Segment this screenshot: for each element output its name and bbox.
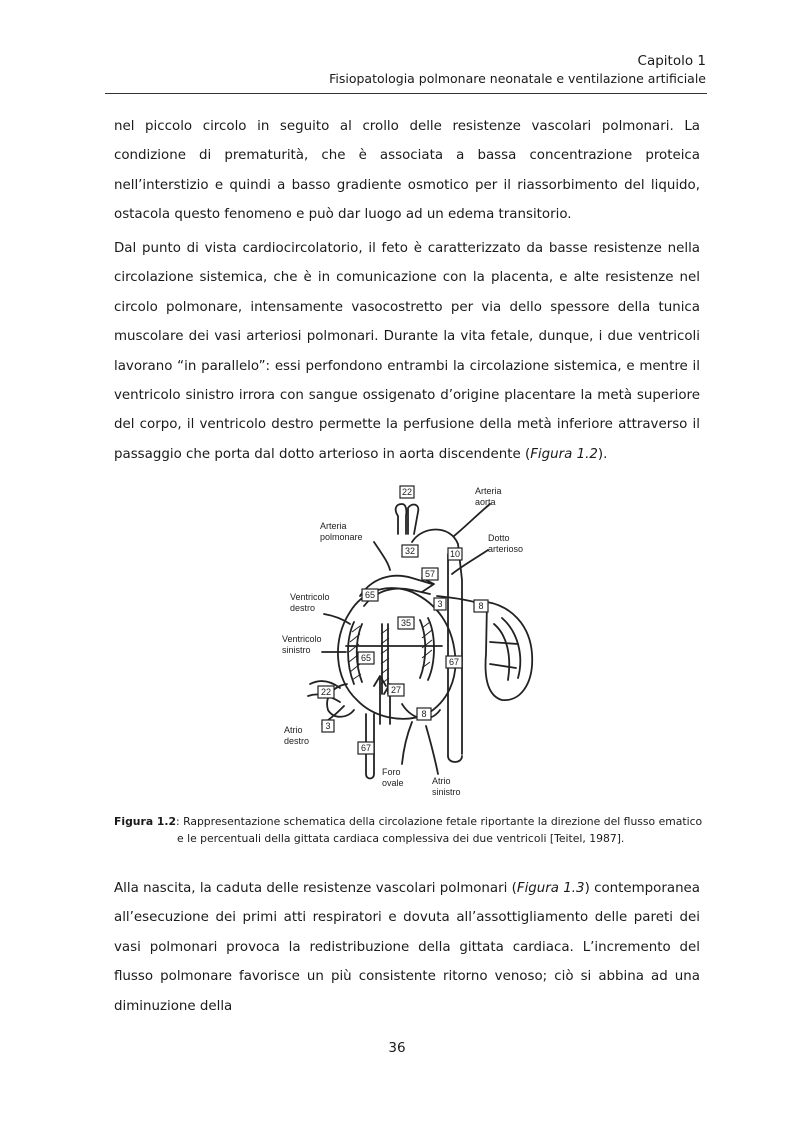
paragraph-1: nel piccolo circolo in seguito al crollo delle resistenze vascolari polmonari. La condizione di prematurità, che è associata a bassa concentrazione proteica nell’interstizio e quindi a basso gradiente osmotico per il riassorbimento del liquido, ostacola questo fenomeno e può dar luogo ad un edema transitorio. (114, 119, 700, 223)
value-3-right: 3 (437, 599, 443, 609)
label-atrio-destro-1: Atrio (284, 725, 303, 735)
value-10: 10 (449, 549, 461, 559)
value-65-top: 65 (364, 590, 376, 600)
paragraph-2-end: ). (597, 446, 608, 462)
label-dotto-1: Dotto (488, 533, 510, 543)
superior-vessels (396, 504, 407, 534)
value-27: 27 (390, 685, 402, 695)
paragraph-3 (114, 874, 700, 1021)
label-atrio-sinistro-1: Atrio (432, 776, 451, 786)
label-foro-ovale-2: ovale (382, 778, 404, 788)
figure-caption (114, 813, 704, 847)
paragraph-3-text: ) contemporanea all’esecuzione dei primi atti respiratori e dovuta all’assottigliamento delle pareti dei vasi polmonari provoca la redistribuzione della gittata cardiaca. L’incremento del flusso polmonare favorisce un più consistente ritorno venoso; ciò si abbina ad una diminuzione della (114, 881, 700, 1014)
paragraph-3-start: Alla nascita, la caduta delle resistenze vascolari polmonari ( (114, 881, 517, 896)
label-arteria-aorta-1: Arteria (475, 486, 502, 496)
value-32: 32 (404, 546, 416, 556)
caption-line-2: e le percentuali della gittata cardiaca complessiva dei due ventricoli [Teitel, 1987]. (177, 832, 625, 845)
label-arteria-aorta-2: aorta (475, 497, 496, 507)
label-foro-ovale-1: Foro (382, 767, 401, 777)
caption-label: Figura 1.2 (114, 815, 176, 828)
label-atrio-destro-2: destro (284, 736, 310, 746)
value-57: 57 (424, 569, 436, 579)
fetal-circulation-figure (262, 474, 537, 806)
label-ventricolo-sinistro-2: sinistro (282, 645, 311, 655)
paragraph-2 (114, 234, 700, 469)
label-dotto-2: arterioso (488, 544, 524, 554)
value-67-right: 67 (448, 657, 460, 667)
label-arteria-polmonare-2: polmonare (320, 532, 363, 542)
value-67-bottom: 67 (360, 743, 372, 753)
value-8-right: 8 (478, 601, 484, 611)
label-ventricolo-destro-2: destro (290, 603, 316, 613)
label-ventricolo-sinistro-1: Ventricolo (282, 634, 322, 644)
paragraph-2-text: Dal punto di vista cardiocircolatorio, il feto è caratterizzato da basse resistenze nella circolazione sistemica, che è in comunicazione con la placenta, e alte resistenze nel circolo polmonare, intensamente vasocostretto per via dello spessore della tunica muscolare dei vasi arteriosi polmonari. Durante la vita fetale, dunque, i due ventricoli lavorano “in parallelo”: essi perfondono entrambi la circolazione sistemica, e mentre il ventricolo sinistro irrora con sangue ossigenato d’origine placentare la metà superiore del corpo, il ventricolo destro permette la perfusione della metà inferiore attraverso il passaggio che porta dal dotto arterioso in aorta discendente ( (114, 241, 700, 462)
value-22-left: 22 (320, 687, 332, 697)
value-3-left: 3 (325, 721, 331, 731)
value-22-top: 22 (401, 487, 413, 497)
page-number: 36 (388, 1040, 406, 1056)
header-rule (105, 93, 707, 94)
running-header (105, 52, 706, 87)
figure-ref-1-2: Figura 1.2 (530, 446, 598, 462)
chapter-subtitle: Fisiopatologia polmonare neonatale e ventilazione artificiale (329, 71, 706, 86)
value-65-mid: 65 (360, 653, 372, 663)
chapter-title: Capitolo 1 (637, 53, 706, 69)
label-ventricolo-destro-1: Ventricolo (290, 592, 330, 602)
value-35: 35 (400, 618, 412, 628)
value-8-low: 8 (421, 709, 427, 719)
caption-line-1: : Rappresentazione schematica della circolazione fetale riportante la direzione del flusso ematico (176, 815, 703, 828)
label-arteria-polmonare-1: Arteria (320, 521, 347, 531)
figure-ref-1-3: Figura 1.3 (516, 881, 585, 896)
fetal-circulation-diagram (262, 474, 537, 806)
label-atrio-sinistro-2: sinistro (432, 787, 461, 797)
